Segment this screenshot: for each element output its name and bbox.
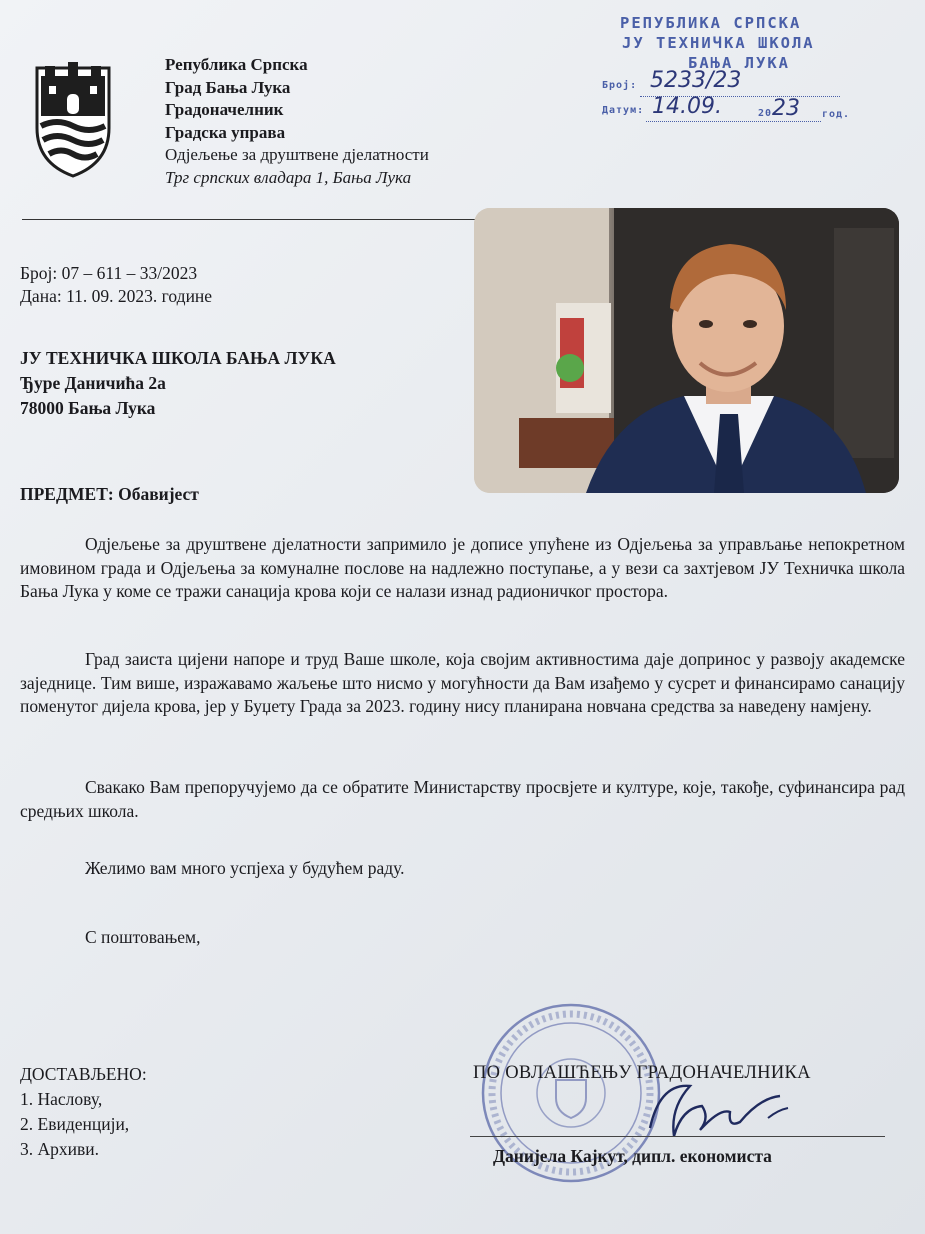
city-coat-of-arms-icon xyxy=(33,58,113,178)
stamp-broj-label: Број: xyxy=(602,80,638,91)
stamp-datum-label: Датум: xyxy=(602,105,645,116)
header-address: Трг српских владара 1, Бања Лука xyxy=(165,167,412,187)
issuer-header xyxy=(165,54,429,189)
stamp-god-label: год. xyxy=(822,109,851,120)
body-paragraph-1: Одјељење за друштвене дјелатности запримило је дописе упућене из Одјељења за управљање непокретном имовином града и Одјељења за комуналне послове на надлежно поступање, а у вези са захтјевом ЈУ Техничка школа Бања Лука у коме се тражи санација крова који се налази изнад радионичког простора. xyxy=(20,534,905,601)
stamp-line-1: РЕПУБЛИКА СРПСКА xyxy=(620,14,802,32)
portrait-illustration xyxy=(474,208,899,493)
stamp-line-3: БАЊА ЛУКА xyxy=(688,54,790,72)
recipient-city: 78000 Бања Лука xyxy=(20,398,156,418)
header-divider xyxy=(22,219,482,220)
stamp-datum-value: 14.09. xyxy=(652,94,722,119)
recipient-name: ЈУ ТЕХНИЧКА ШКОЛА БАЊА ЛУКА xyxy=(20,348,336,368)
stamp-year-prefix: 20 xyxy=(758,108,773,119)
mayor-photo xyxy=(474,208,899,493)
delivered-list xyxy=(20,1062,147,1162)
delivered-item-2: 2. Евиденцији, xyxy=(20,1114,130,1134)
delivered-title: ДОСТАВЉЕНО: xyxy=(20,1064,147,1084)
stamp-line-2: ЈУ ТЕХНИЧКА ШКОЛА xyxy=(622,34,815,52)
subject-line: ПРЕДМЕТ: Обавијест xyxy=(20,484,199,504)
header-mayor: Градоначелник xyxy=(165,100,284,119)
body-paragraph-4: Желимо вам много успјеха у будућем раду. xyxy=(85,858,405,878)
delivered-item-3: 3. Архиви. xyxy=(20,1139,100,1159)
recipient-address xyxy=(20,346,336,421)
recipient-street: Ђуре Даничића 2а xyxy=(20,373,166,393)
body-paragraph-2: Град заиста цијени напоре и труд Ваше школе, која својим активностима даје допринос у развоју академске заједнице. Тим више, изражавамо жаљење што нисмо у могућности да Вам изађемо у сусрет и финансирамо санацију поменутог дијела крова, јер у Буџету Града за 2023. годину нису планирана новчана средства за наведену намјену. xyxy=(20,649,905,716)
signature-line xyxy=(470,1136,885,1137)
signatory-name: Данијела Кајкут, дипл. економиста xyxy=(493,1146,772,1166)
closing-greeting: С поштовањем, xyxy=(85,927,201,947)
header-department: Одјељење за друштвене дјелатности xyxy=(165,145,429,164)
stamp-datum-line xyxy=(646,121,821,122)
header-administration: Градска управа xyxy=(165,122,286,142)
signature-authority: ПО ОВЛАШЋЕЊУ ГРАДОНАЧЕЛНИКА xyxy=(473,1063,811,1083)
reference-date: Дана: 11. 09. 2023. године xyxy=(20,286,213,306)
document-reference xyxy=(20,262,212,308)
stamp-broj-value: 5233/23 xyxy=(650,68,742,93)
body-paragraph-3: Свакако Вам препоручујемо да се обратите Министарству просвјете и културе, које, такође, суфинансира рад средњих школа. xyxy=(20,777,905,821)
handwritten-signature-icon xyxy=(630,1078,800,1148)
reference-number: Број: 07 – 611 – 33/2023 xyxy=(20,263,198,283)
header-republic: Република Српска xyxy=(165,55,308,74)
received-stamp xyxy=(600,12,855,127)
delivered-item-1: 1. Наслову, xyxy=(20,1089,103,1109)
header-city: Град Бања Лука xyxy=(165,77,291,97)
stamp-year-value: 23 xyxy=(772,96,800,121)
